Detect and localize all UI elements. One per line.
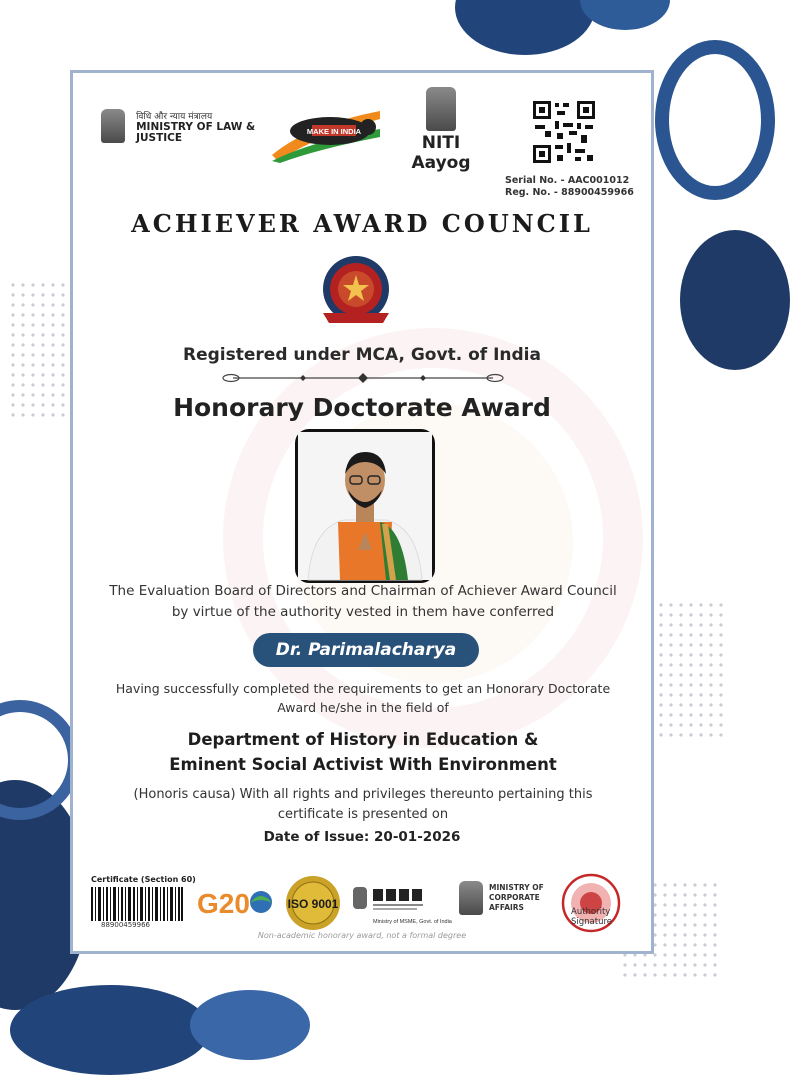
barcode-number: 88900459966 [101,921,150,929]
honoris-text: (Honoris causa) With all rights and privileges thereunto pertaining this certificate is presented on [133,787,593,822]
council-name: ACHIEVER AWARD COUNCIL [131,209,593,238]
department-field [93,727,633,777]
niti-aayog-logo [391,87,491,173]
conferred-text: The Evaluation Board of Directors and Chairman of Achiever Award Council by virtue of the authority vested in them have conferred [109,583,617,620]
department-line-2: Eminent Social Activist With Environment [169,755,557,774]
national-emblem-icon [426,87,456,131]
date-of-issue: Date of Issue: 20-01-2026 [263,829,461,845]
recipient-name: Dr. Parimalacharya [253,633,479,667]
mca-line-1: MINISTRY OF [489,883,544,892]
barcode [91,887,183,921]
svg-text:ISO 9001: ISO 9001 [287,897,339,911]
registration-number: Reg. No. - 88900459966 [505,187,634,198]
national-emblem-icon [459,881,483,915]
recipient-photo [295,429,435,583]
registered-text: Registered under MCA, Govt. of India [183,345,541,365]
serial-info [505,175,645,199]
g20-logo [197,883,273,923]
mca-line-3: AFFAIRS [489,903,524,912]
requirements-text: Having successfully completed the requirements to get an Honorary Doctorate Award he/she in the field of [115,681,611,715]
mca-logo [459,881,555,927]
msme-logo [353,883,452,927]
make-in-india-logo [268,105,386,163]
niti-aayog-name: NITI Aayog [411,133,471,173]
certificate [70,70,654,954]
department-line-1: Department of History in Education & [187,730,539,749]
mca-line-2: CORPORATE [489,893,540,902]
award-title: Honorary Doctorate Award [173,393,551,422]
authority-signature: Authority Signature [571,907,613,927]
council-logo [311,253,401,333]
svg-text:G20: G20 [197,888,250,919]
ornamental-divider [223,369,503,381]
ministry-english: MINISTRY OF LAW & JUSTICE [136,121,256,144]
qr-code [531,99,597,165]
certificate-section-label: Certificate (Section 60) [91,875,196,884]
ministry-hindi: विधि और न्याय मंत्रालय [136,112,213,122]
serial-number: Serial No. - AAC001012 [505,175,630,186]
national-emblem-icon [101,109,125,143]
make-in-india-text: MAKE IN INDIA [306,127,362,136]
disclaimer: Non-academic honorary award, not a formal degree [257,931,467,940]
ministry-of-law-logo [101,109,261,159]
svg-text:Ministry of MSME, Govt. of Ind: Ministry of MSME, Govt. of India [373,919,452,925]
iso-9001-badge [285,875,341,931]
